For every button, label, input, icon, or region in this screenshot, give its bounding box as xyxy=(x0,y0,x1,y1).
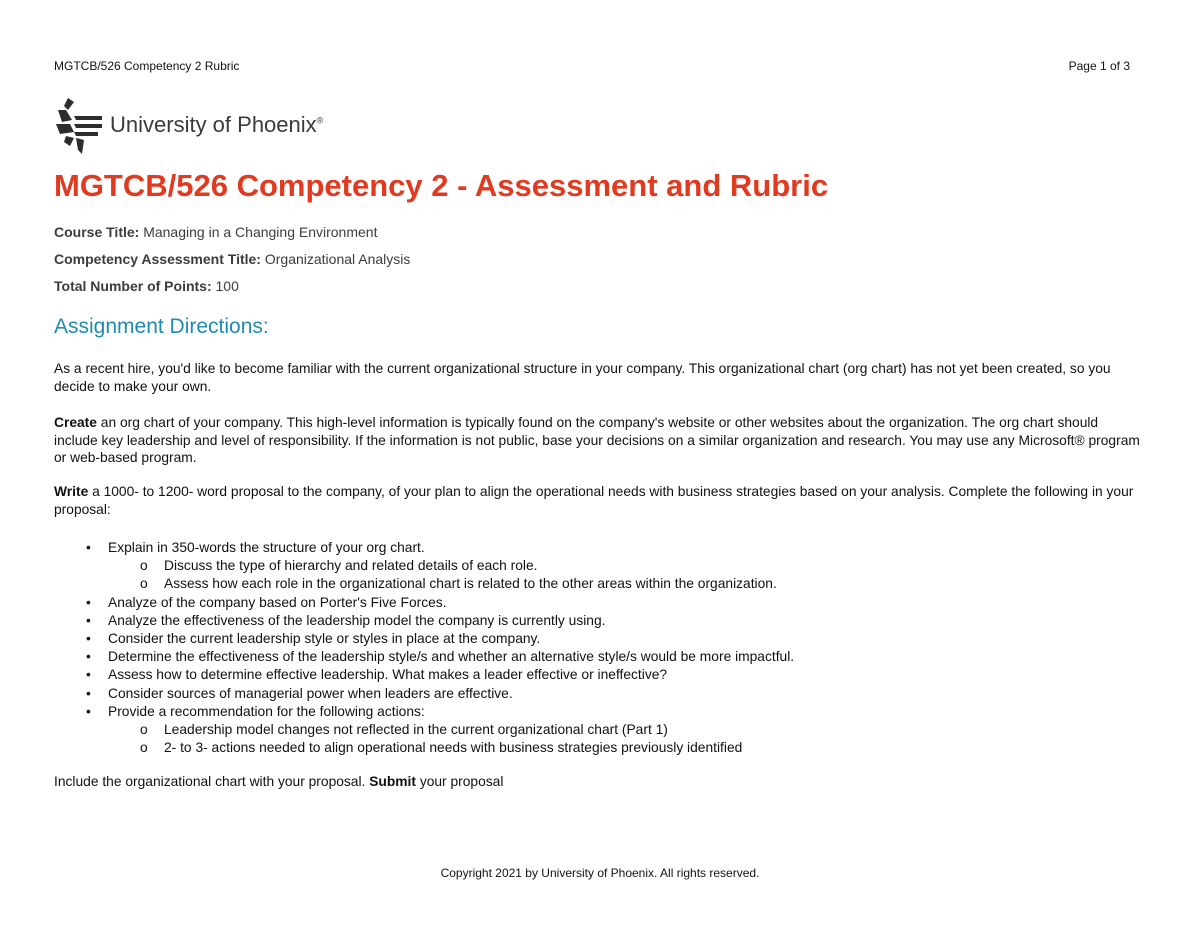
requirements-list xyxy=(54,539,1144,757)
total-points-value: 100 xyxy=(211,278,239,294)
assessment-title-label: Competency Assessment Title: xyxy=(54,251,261,267)
bullet-icon: • xyxy=(86,540,91,555)
sub-list-item: o Discuss the type of hierarchy and related details of each role. xyxy=(54,557,1144,575)
page-title: MGTCB/526 Competency 2 - Assessment and Rubric xyxy=(54,168,829,203)
closing-paragraph xyxy=(54,773,1144,791)
total-points-label: Total Number of Points: xyxy=(54,278,212,294)
bullet-icon: • xyxy=(86,667,91,683)
sub-list-item: o Assess how each role in the organizational chart is related to the other areas within the organization. xyxy=(54,575,1144,593)
logo-wordmark: University of Phoenix® xyxy=(110,112,324,137)
create-keyword: Create xyxy=(54,415,97,430)
bullet-icon: • xyxy=(86,685,91,701)
list-item: • Determine the effectiveness of the leadership style/s and whether an alternative style/s would be more impactful. xyxy=(54,648,1144,666)
bullet-icon: • xyxy=(86,631,91,647)
sub-list-item: o 2- to 3- actions needed to align operational needs with business strategies previously identified xyxy=(54,739,1144,757)
intro-paragraph: As a recent hire, you'd like to become familiar with the current organizational structure in your company. This organizational chart (org chart) has not yet been created, so you decide to make your own. xyxy=(54,361,1111,394)
list-item: • Consider sources of managerial power when leaders are effective. xyxy=(54,685,1144,703)
list-item: • Analyze the effectiveness of the leadership model the company is currently using. xyxy=(54,612,1144,630)
assignment-directions-heading: Assignment Directions: xyxy=(54,315,269,338)
closing-text-end: your proposal xyxy=(415,774,504,789)
create-paragraph xyxy=(54,414,1144,467)
sub-bullet-icon: o xyxy=(140,576,148,592)
write-keyword: Write xyxy=(54,484,89,499)
list-item: • Analyze of the company based on Porter's Five Forces. xyxy=(54,594,1144,612)
bullet-icon: • xyxy=(86,703,91,719)
course-title-label: Course Title: xyxy=(54,224,140,240)
submit-keyword: Submit xyxy=(369,774,416,789)
write-text: a 1000- to 1200- word proposal to the company, of your plan to align the operational needs with business strategies based on your analysis. Complete the following in your proposal: xyxy=(54,484,1134,517)
sub-list-item: o Leadership model changes not reflected in the current organizational chart (Part 1) xyxy=(54,721,1144,739)
list-item: • Assess how to determine effective leadership. What makes a leader effective or ineffective? xyxy=(54,666,1144,684)
page-number: Page 1 of 3 xyxy=(1068,59,1130,73)
document-header-title: MGTCB/526 Competency 2 Rubric xyxy=(54,59,240,73)
list-item: • Consider the current leadership style or styles in place at the company. xyxy=(54,630,1144,648)
bullet-icon: • xyxy=(86,594,91,610)
university-logo xyxy=(54,95,323,155)
list-item: • Explain in 350-words the structure of your org chart. xyxy=(54,539,1144,557)
total-points-line xyxy=(54,278,239,294)
write-paragraph xyxy=(54,483,1144,518)
phoenix-logo-icon xyxy=(54,96,104,154)
bullet-icon: • xyxy=(86,649,91,665)
course-title-line xyxy=(54,224,377,240)
bullet-icon: • xyxy=(86,612,91,628)
sub-bullet-icon: o xyxy=(140,722,148,738)
sub-bullet-icon: o xyxy=(140,558,148,574)
list-item: • Provide a recommendation for the following actions: xyxy=(54,703,1144,721)
sub-bullet-icon: o xyxy=(140,740,148,756)
copyright-footer: Copyright 2021 by University of Phoenix. All rights reserved. xyxy=(440,866,760,880)
closing-text-start: Include the organizational chart with your proposal. xyxy=(54,774,370,789)
course-title-value: Managing in a Changing Environment xyxy=(139,224,378,240)
assessment-title-value: Organizational Analysis xyxy=(260,251,411,267)
create-text: an org chart of your company. This high-level information is typically found on the company's website or other websites about the organization. The org chart should include key leadership and level of responsibility. If the information is not public, base your decisions on a similar organization and research. You may use any Microsoft® program or web-based program. xyxy=(54,415,1140,465)
assessment-title-line xyxy=(54,251,410,267)
